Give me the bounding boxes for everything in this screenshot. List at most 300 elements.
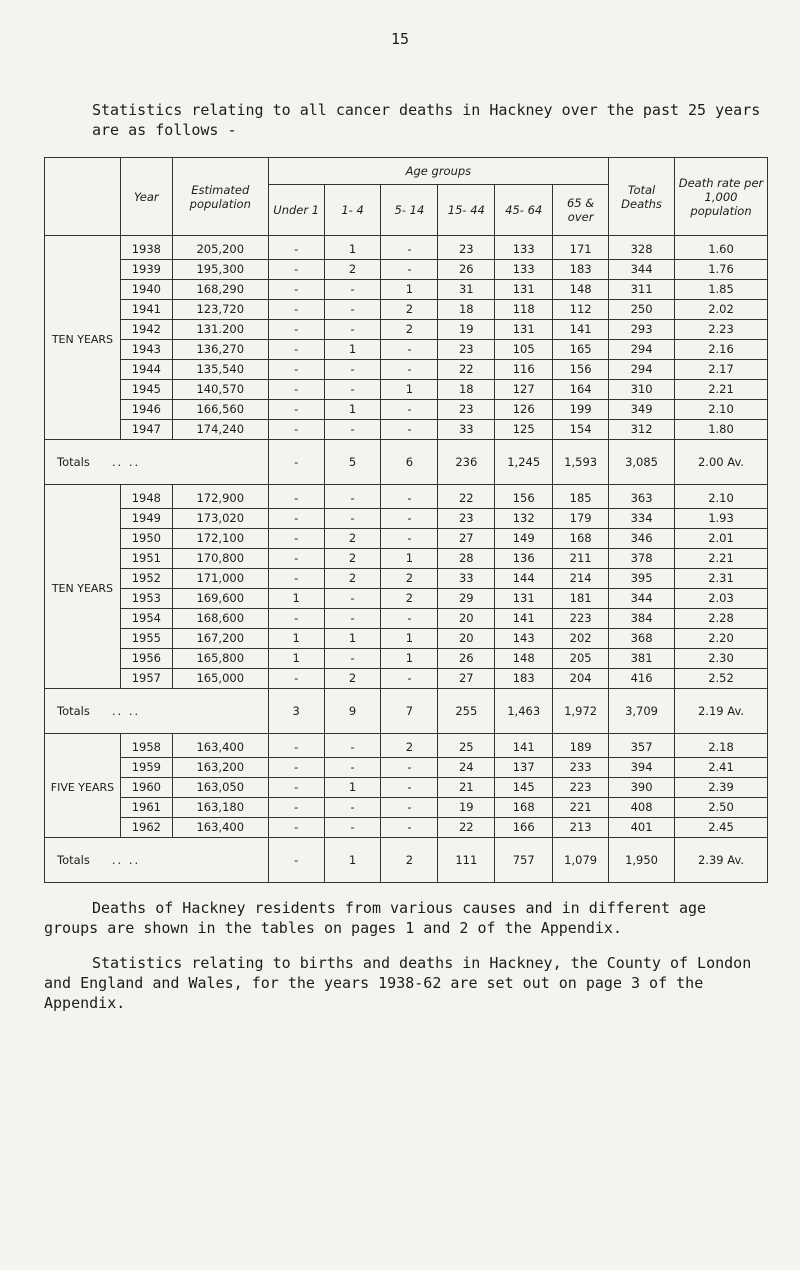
age-1-4-cell: -	[324, 609, 381, 629]
age-5-14-cell: -	[381, 818, 438, 838]
age-5-14-cell: -	[381, 798, 438, 818]
totals-value: 111	[438, 838, 495, 883]
year-cell: 1962	[120, 818, 172, 838]
year-cell: 1947	[120, 420, 172, 440]
under-1-cell: -	[268, 509, 324, 529]
age-1-4-cell: 2	[324, 529, 381, 549]
table-row	[45, 649, 768, 669]
age-5-14-cell: 1	[381, 280, 438, 300]
closing-paragraph: Deaths of Hackney residents from various causes and in different age groups are shown in the tables on pages 1 and 2 of the Appendix.	[44, 899, 707, 937]
table-row	[45, 669, 768, 689]
population-cell: 165,000	[172, 669, 268, 689]
age-45-64-cell: 137	[495, 758, 553, 778]
death-rate-cell: 2.03	[675, 589, 768, 609]
age-15-44-cell: 24	[438, 758, 495, 778]
under-1-cell: -	[268, 300, 324, 320]
age-45-64-cell: 145	[495, 778, 553, 798]
age-15-44-cell: 33	[438, 569, 495, 589]
age-45-64-cell: 183	[495, 669, 553, 689]
age-5-14-cell: 1	[381, 380, 438, 400]
age-5-14-cell: -	[381, 485, 438, 509]
age-45-64-cell: 126	[495, 400, 553, 420]
population-cell: 163,200	[172, 758, 268, 778]
totals-leader-dots: .. ..	[111, 703, 141, 718]
death-rate-cell: 2.50	[675, 798, 768, 818]
age-header-under-1: Under 1	[268, 185, 324, 236]
period-label: TEN YEARS	[45, 236, 121, 440]
closing-paragraph: Statistics relating to births and deaths in Hackney, the County of London and England and Wales, for the years 1938-62 are set out on page 3 of the Appendix.	[44, 954, 752, 1012]
period-label: FIVE YEARS	[45, 734, 121, 838]
death-rate-cell: 1.85	[675, 280, 768, 300]
age-5-14-cell: 2	[381, 300, 438, 320]
population-cell: 172,100	[172, 529, 268, 549]
age-15-44-cell: 23	[438, 509, 495, 529]
age-65-over-cell: 181	[553, 589, 609, 609]
age-5-14-cell: -	[381, 778, 438, 798]
population-cell: 205,200	[172, 236, 268, 260]
population-cell: 169,600	[172, 589, 268, 609]
totals-label: Totals	[57, 852, 90, 867]
age-15-44-cell: 18	[438, 300, 495, 320]
table-row	[45, 569, 768, 589]
death-rate-cell: 2.31	[675, 569, 768, 589]
death-rate-cell: 2.52	[675, 669, 768, 689]
age-1-4-cell: -	[324, 758, 381, 778]
age-15-44-cell: 27	[438, 669, 495, 689]
totals-row	[45, 838, 768, 883]
age-45-64-cell: 131	[495, 589, 553, 609]
total-deaths-cell: 328	[609, 236, 675, 260]
age-5-14-cell: 2	[381, 320, 438, 340]
totals-value: 1,950	[609, 838, 675, 883]
death-rate-cell: 1.93	[675, 509, 768, 529]
age-5-14-cell: -	[381, 360, 438, 380]
total-deaths-cell: 394	[609, 758, 675, 778]
year-cell: 1948	[120, 485, 172, 509]
table-row	[45, 340, 768, 360]
age-5-14-cell: -	[381, 529, 438, 549]
age-15-44-cell: 20	[438, 629, 495, 649]
age-65-over-cell: 141	[553, 320, 609, 340]
table-row	[45, 549, 768, 569]
age-45-64-cell: 118	[495, 300, 553, 320]
death-rate-cell: 2.21	[675, 549, 768, 569]
under-1-cell: -	[268, 758, 324, 778]
year-cell: 1943	[120, 340, 172, 360]
page-number: 15	[390, 30, 410, 48]
totals-value: 3	[268, 689, 324, 734]
death-rate-cell: 2.21	[675, 380, 768, 400]
death-rate-cell: 2.01	[675, 529, 768, 549]
death-rate-cell: 2.02	[675, 300, 768, 320]
age-1-4-cell: -	[324, 300, 381, 320]
total-deaths-cell: 310	[609, 380, 675, 400]
year-cell: 1949	[120, 509, 172, 529]
age-1-4-cell: -	[324, 589, 381, 609]
age-5-14-cell: 1	[381, 549, 438, 569]
age-1-4-cell: -	[324, 734, 381, 758]
age-65-over-cell: 154	[553, 420, 609, 440]
table-row	[45, 300, 768, 320]
age-65-over-cell: 233	[553, 758, 609, 778]
age-65-over-cell: 223	[553, 778, 609, 798]
table-row	[45, 734, 768, 758]
total-deaths-cell: 368	[609, 629, 675, 649]
age-15-44-cell: 27	[438, 529, 495, 549]
age-65-over-cell: 171	[553, 236, 609, 260]
year-cell: 1939	[120, 260, 172, 280]
year-cell: 1954	[120, 609, 172, 629]
age-65-over-cell: 189	[553, 734, 609, 758]
age-45-64-cell: 166	[495, 818, 553, 838]
age-45-64-cell: 168	[495, 798, 553, 818]
age-15-44-cell: 23	[438, 400, 495, 420]
table-body	[45, 236, 768, 883]
totals-value: 255	[438, 689, 495, 734]
age-65-over-cell: 179	[553, 509, 609, 529]
year-cell: 1961	[120, 798, 172, 818]
year-cell: 1957	[120, 669, 172, 689]
death-rate-cell: 2.30	[675, 649, 768, 669]
population-cell: 174,240	[172, 420, 268, 440]
total-deaths-cell: 395	[609, 569, 675, 589]
age-65-over-cell: 221	[553, 798, 609, 818]
totals-value: 5	[324, 440, 381, 485]
age-45-64-cell: 156	[495, 485, 553, 509]
under-1-cell: 1	[268, 589, 324, 609]
age-45-64-cell: 127	[495, 380, 553, 400]
age-15-44-cell: 26	[438, 260, 495, 280]
age-15-44-cell: 33	[438, 420, 495, 440]
closing-text	[44, 898, 768, 1028]
total-deaths-cell: 293	[609, 320, 675, 340]
population-cell: 131.200	[172, 320, 268, 340]
under-1-cell: -	[268, 280, 324, 300]
age-1-4-cell: -	[324, 509, 381, 529]
age-65-over-cell: 165	[553, 340, 609, 360]
table-row	[45, 629, 768, 649]
death-rate-cell: 2.23	[675, 320, 768, 340]
cancer-deaths-table	[44, 157, 768, 883]
under-1-cell: -	[268, 400, 324, 420]
age-1-4-cell: -	[324, 798, 381, 818]
totals-value: 9	[324, 689, 381, 734]
age-5-14-cell: -	[381, 420, 438, 440]
death-rate-header: Death rate per 1,000 population	[675, 158, 768, 236]
total-deaths-cell: 401	[609, 818, 675, 838]
totals-value: 7	[381, 689, 438, 734]
totals-label-cell	[45, 440, 269, 485]
total-deaths-cell: 294	[609, 360, 675, 380]
death-rate-cell: 1.76	[675, 260, 768, 280]
population-cell: 123,720	[172, 300, 268, 320]
death-rate-cell: 1.60	[675, 236, 768, 260]
age-1-4-cell: 2	[324, 260, 381, 280]
totals-value: 2.39 Av.	[675, 838, 768, 883]
age-45-64-cell: 144	[495, 569, 553, 589]
age-65-over-cell: 223	[553, 609, 609, 629]
age-65-over-cell: 183	[553, 260, 609, 280]
totals-value: 2.00 Av.	[675, 440, 768, 485]
death-rate-cell: 2.10	[675, 400, 768, 420]
under-1-cell: -	[268, 818, 324, 838]
population-cell: 166,560	[172, 400, 268, 420]
age-5-14-cell: 2	[381, 734, 438, 758]
age-15-44-cell: 19	[438, 320, 495, 340]
year-cell: 1952	[120, 569, 172, 589]
total-deaths-cell: 408	[609, 798, 675, 818]
total-deaths-cell: 381	[609, 649, 675, 669]
age-15-44-cell: 20	[438, 609, 495, 629]
year-cell: 1946	[120, 400, 172, 420]
totals-leader-dots: .. ..	[111, 454, 141, 469]
age-1-4-cell: 1	[324, 236, 381, 260]
totals-label: Totals	[57, 703, 90, 718]
total-deaths-header: Total Deaths	[609, 158, 675, 236]
age-45-64-cell: 133	[495, 260, 553, 280]
death-rate-cell: 2.45	[675, 818, 768, 838]
age-15-44-cell: 22	[438, 485, 495, 509]
totals-value: 3,085	[609, 440, 675, 485]
table-row	[45, 280, 768, 300]
table-row	[45, 485, 768, 509]
age-45-64-cell: 136	[495, 549, 553, 569]
under-1-cell: -	[268, 778, 324, 798]
age-65-over-cell: 211	[553, 549, 609, 569]
age-header-5-14: 5- 14	[381, 185, 438, 236]
age-5-14-cell: -	[381, 236, 438, 260]
under-1-cell: -	[268, 609, 324, 629]
table-row	[45, 509, 768, 529]
totals-label-cell	[45, 838, 269, 883]
total-deaths-cell: 378	[609, 549, 675, 569]
under-1-cell: -	[268, 669, 324, 689]
total-deaths-cell: 250	[609, 300, 675, 320]
age-5-14-cell: 2	[381, 569, 438, 589]
year-cell: 1942	[120, 320, 172, 340]
population-cell: 172,900	[172, 485, 268, 509]
death-rate-cell: 2.10	[675, 485, 768, 509]
population-cell: 173,020	[172, 509, 268, 529]
total-deaths-cell: 344	[609, 260, 675, 280]
totals-value: 236	[438, 440, 495, 485]
death-rate-cell: 2.16	[675, 340, 768, 360]
age-5-14-cell: -	[381, 609, 438, 629]
age-15-44-cell: 25	[438, 734, 495, 758]
age-1-4-cell: -	[324, 649, 381, 669]
total-deaths-cell: 312	[609, 420, 675, 440]
age-5-14-cell: -	[381, 400, 438, 420]
age-45-64-cell: 116	[495, 360, 553, 380]
death-rate-cell: 1.80	[675, 420, 768, 440]
totals-value: 2.19 Av.	[675, 689, 768, 734]
totals-value: 1,079	[553, 838, 609, 883]
age-5-14-cell: 1	[381, 649, 438, 669]
age-45-64-cell: 125	[495, 420, 553, 440]
total-deaths-cell: 384	[609, 609, 675, 629]
table-row	[45, 818, 768, 838]
age-1-4-cell: 1	[324, 400, 381, 420]
age-65-over-cell: 185	[553, 485, 609, 509]
table-row	[45, 236, 768, 260]
age-45-64-cell: 131	[495, 280, 553, 300]
age-header-1-4: 1- 4	[324, 185, 381, 236]
under-1-cell: -	[268, 320, 324, 340]
death-rate-cell: 2.18	[675, 734, 768, 758]
age-5-14-cell: -	[381, 509, 438, 529]
population-cell: 165,800	[172, 649, 268, 669]
population-cell: 168,600	[172, 609, 268, 629]
age-1-4-cell: 2	[324, 549, 381, 569]
totals-value: 1,972	[553, 689, 609, 734]
table-header	[45, 158, 768, 236]
totals-label: Totals	[57, 454, 90, 469]
totals-row	[45, 689, 768, 734]
age-header-15-44: 15- 44	[438, 185, 495, 236]
table-row	[45, 758, 768, 778]
age-5-14-cell: -	[381, 260, 438, 280]
age-15-44-cell: 19	[438, 798, 495, 818]
total-deaths-cell: 346	[609, 529, 675, 549]
year-cell: 1956	[120, 649, 172, 669]
population-header: Estimated population	[172, 158, 268, 236]
totals-row	[45, 440, 768, 485]
age-1-4-cell: 2	[324, 569, 381, 589]
age-1-4-cell: 1	[324, 778, 381, 798]
total-deaths-cell: 334	[609, 509, 675, 529]
year-cell: 1945	[120, 380, 172, 400]
totals-value: 6	[381, 440, 438, 485]
under-1-cell: -	[268, 485, 324, 509]
total-deaths-cell: 416	[609, 669, 675, 689]
under-1-cell: -	[268, 260, 324, 280]
year-cell: 1950	[120, 529, 172, 549]
age-header-65-over: 65 & over	[553, 185, 609, 236]
population-cell: 163,050	[172, 778, 268, 798]
table-row	[45, 778, 768, 798]
table-row	[45, 260, 768, 280]
age-15-44-cell: 18	[438, 380, 495, 400]
table-row	[45, 380, 768, 400]
age-45-64-cell: 132	[495, 509, 553, 529]
age-1-4-cell: -	[324, 320, 381, 340]
total-deaths-cell: 357	[609, 734, 675, 758]
age-1-4-cell: -	[324, 280, 381, 300]
age-1-4-cell: -	[324, 360, 381, 380]
age-15-44-cell: 22	[438, 818, 495, 838]
total-deaths-cell: 344	[609, 589, 675, 609]
under-1-cell: 1	[268, 629, 324, 649]
under-1-cell: 1	[268, 649, 324, 669]
age-1-4-cell: 1	[324, 629, 381, 649]
table-row	[45, 420, 768, 440]
age-45-64-cell: 131	[495, 320, 553, 340]
age-15-44-cell: 29	[438, 589, 495, 609]
population-cell: 136,270	[172, 340, 268, 360]
under-1-cell: -	[268, 569, 324, 589]
age-1-4-cell: -	[324, 818, 381, 838]
totals-value: 2	[381, 838, 438, 883]
year-header: Year	[120, 158, 172, 236]
total-deaths-cell: 363	[609, 485, 675, 509]
age-65-over-cell: 199	[553, 400, 609, 420]
under-1-cell: -	[268, 360, 324, 380]
totals-value: 1,245	[495, 440, 553, 485]
under-1-cell: -	[268, 236, 324, 260]
totals-value: 3,709	[609, 689, 675, 734]
year-cell: 1960	[120, 778, 172, 798]
table-row	[45, 529, 768, 549]
population-cell: 163,400	[172, 734, 268, 758]
death-rate-cell: 2.39	[675, 778, 768, 798]
age-5-14-cell: -	[381, 669, 438, 689]
table-row	[45, 400, 768, 420]
period-label: TEN YEARS	[45, 485, 121, 689]
period-header	[45, 158, 121, 236]
age-65-over-cell: 156	[553, 360, 609, 380]
age-45-64-cell: 148	[495, 649, 553, 669]
age-groups-header: Age groups	[268, 158, 608, 185]
table-row	[45, 609, 768, 629]
age-1-4-cell: -	[324, 420, 381, 440]
year-cell: 1951	[120, 549, 172, 569]
death-rate-cell: 2.41	[675, 758, 768, 778]
death-rate-cell: 2.17	[675, 360, 768, 380]
total-deaths-cell: 294	[609, 340, 675, 360]
population-cell: 163,180	[172, 798, 268, 818]
age-45-64-cell: 141	[495, 734, 553, 758]
age-65-over-cell: 213	[553, 818, 609, 838]
age-65-over-cell: 204	[553, 669, 609, 689]
age-1-4-cell: 2	[324, 669, 381, 689]
age-65-over-cell: 168	[553, 529, 609, 549]
under-1-cell: -	[268, 420, 324, 440]
year-cell: 1944	[120, 360, 172, 380]
year-cell: 1938	[120, 236, 172, 260]
under-1-cell: -	[268, 549, 324, 569]
population-cell: 140,570	[172, 380, 268, 400]
total-deaths-cell: 311	[609, 280, 675, 300]
under-1-cell: -	[268, 380, 324, 400]
totals-leader-dots: .. ..	[111, 852, 141, 867]
intro-text: Statistics relating to all cancer deaths in Hackney over the past 25 years are as follows -	[92, 101, 761, 139]
age-5-14-cell: 1	[381, 629, 438, 649]
age-45-64-cell: 143	[495, 629, 553, 649]
age-65-over-cell: 205	[553, 649, 609, 669]
under-1-cell: -	[268, 340, 324, 360]
age-65-over-cell: 164	[553, 380, 609, 400]
year-cell: 1959	[120, 758, 172, 778]
totals-value: -	[268, 440, 324, 485]
age-5-14-cell: -	[381, 340, 438, 360]
age-45-64-cell: 149	[495, 529, 553, 549]
population-cell: 163,400	[172, 818, 268, 838]
age-5-14-cell: 2	[381, 589, 438, 609]
age-65-over-cell: 148	[553, 280, 609, 300]
population-cell: 168,290	[172, 280, 268, 300]
age-header-45-64: 45- 64	[495, 185, 553, 236]
age-15-44-cell: 22	[438, 360, 495, 380]
population-cell: 171,000	[172, 569, 268, 589]
age-65-over-cell: 112	[553, 300, 609, 320]
population-cell: 167,200	[172, 629, 268, 649]
age-65-over-cell: 214	[553, 569, 609, 589]
age-15-44-cell: 26	[438, 649, 495, 669]
age-15-44-cell: 31	[438, 280, 495, 300]
year-cell: 1941	[120, 300, 172, 320]
under-1-cell: -	[268, 529, 324, 549]
age-45-64-cell: 141	[495, 609, 553, 629]
